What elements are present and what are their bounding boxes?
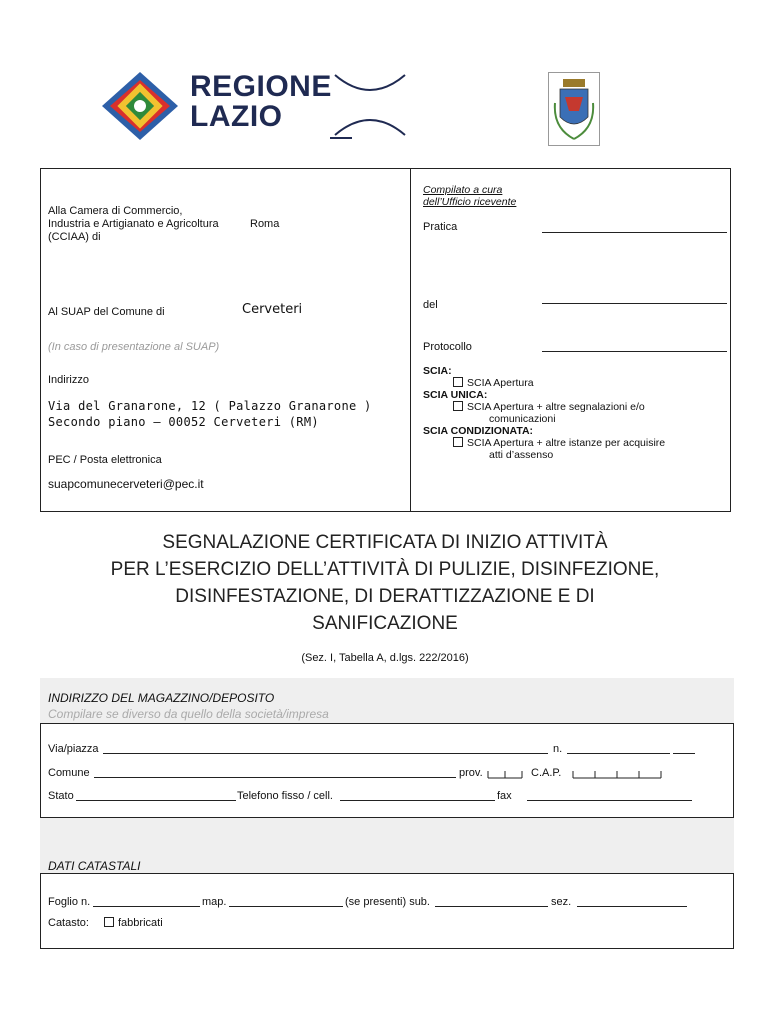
map-field[interactable]: [229, 906, 343, 907]
protocollo-label: Protocollo: [423, 341, 472, 353]
telefono-field[interactable]: [340, 800, 495, 801]
prov-field[interactable]: [487, 767, 523, 779]
suap-note: (In caso di presentazione al SUAP): [48, 341, 220, 353]
header-divider: [410, 168, 411, 512]
pec-label: PEC / Posta elettronica: [48, 454, 162, 466]
fax-label: fax: [497, 790, 512, 802]
magazzino-subheading: Compilare se diverso da quello della società/impresa: [48, 707, 329, 721]
scia-options: SCIA: SCIA Apertura SCIA UNICA: SCIA Apertura + altre segnalazioni e/o comunicazioni SCIA CONDIZIONATA: SCIA Apertura + altre istanze per acquisire atti d’assenso: [423, 365, 666, 461]
catastali-heading: DATI CATASTALI: [48, 859, 141, 873]
regione-lazio-x-mark: [330, 70, 410, 140]
catasto-label: Catasto:: [48, 917, 89, 929]
sez-field[interactable]: [577, 906, 687, 907]
scia-condizionata-option[interactable]: SCIA Apertura + altre istanze per acquisire: [423, 437, 665, 449]
compilato-label: Compilato a cura dell’Ufficio ricevente: [423, 184, 517, 208]
pratica-label: Pratica: [423, 221, 458, 233]
foglio-field[interactable]: [93, 906, 200, 907]
n-field[interactable]: [567, 753, 670, 754]
sub-field[interactable]: [435, 906, 548, 907]
comune-crest: [548, 72, 600, 146]
scia-apertura-option[interactable]: SCIA Apertura: [423, 377, 665, 389]
catastali-box: [40, 873, 734, 949]
cap-label: C.A.P.: [531, 767, 562, 779]
indirizzo-value: Via del Granarone, 12 ( Palazzo Granarone ) Secondo piano – 00052 Cerveteri (RM): [48, 399, 372, 429]
camera-city: Roma: [250, 218, 280, 230]
fabbricati-checkbox[interactable]: [104, 917, 114, 927]
map-label: map.: [202, 896, 227, 908]
scia-condizionata-checkbox[interactable]: [453, 437, 463, 447]
catastali-header-bg: [40, 818, 734, 873]
stato-field[interactable]: [76, 800, 236, 801]
protocollo-field[interactable]: [542, 351, 727, 352]
via-field[interactable]: [103, 753, 548, 754]
stato-label: Stato: [48, 790, 74, 802]
indirizzo-label: Indirizzo: [48, 374, 89, 386]
n-extra-field[interactable]: [673, 753, 695, 754]
pec-value: suapcomunecerveteri@pec.it: [48, 477, 204, 491]
regione-lazio-emblem: [100, 70, 180, 142]
del-label: del: [423, 299, 438, 311]
scia-apertura-checkbox[interactable]: [453, 377, 463, 387]
scia-unica-checkbox[interactable]: [453, 401, 463, 411]
via-label: Via/piazza: [48, 743, 99, 755]
sub-label: (se presenti) sub.: [345, 896, 430, 908]
cap-field[interactable]: [572, 767, 662, 779]
suap-label: Al SUAP del Comune di: [48, 306, 165, 318]
comune-field[interactable]: [94, 777, 456, 778]
camera-commercio-label: Alla Camera di Commercio, Industria e Artigianato e Agricoltura (CCIAA) di: [48, 205, 219, 243]
prov-label: prov.: [459, 767, 483, 779]
suap-comune: Cerveteri: [242, 302, 303, 317]
scia-unica-option[interactable]: SCIA Apertura + altre segnalazioni e/o: [423, 401, 665, 413]
fax-field[interactable]: [527, 800, 692, 801]
fabbricati-option[interactable]: fabbricati: [104, 917, 163, 930]
telefono-label: Telefono fisso / cell.: [237, 790, 333, 802]
foglio-label: Foglio n.: [48, 896, 91, 908]
legal-reference: (Sez. I, Tabella A, d.lgs. 222/2016): [301, 652, 469, 664]
del-field[interactable]: [542, 303, 727, 304]
pratica-field[interactable]: [542, 232, 727, 233]
magazzino-heading: INDIRIZZO DEL MAGAZZINO/DEPOSITO: [48, 691, 275, 705]
comune-label: Comune: [48, 767, 90, 779]
document-title: SEGNALAZIONE CERTIFICATA DI INIZIO ATTIVITÀ PER L’ESERCIZIO DELL’ATTIVITÀ DI PULIZIE, DISINFEZIONE, DISINFESTAZIONE, DI DERATTIZZAZIONE E DI SANIFICAZIONE: [110, 532, 660, 634]
regione-lazio-wordmark: REGIONE LAZIO: [190, 70, 332, 133]
sez-label: sez.: [551, 896, 572, 908]
n-label: n.: [553, 743, 563, 755]
